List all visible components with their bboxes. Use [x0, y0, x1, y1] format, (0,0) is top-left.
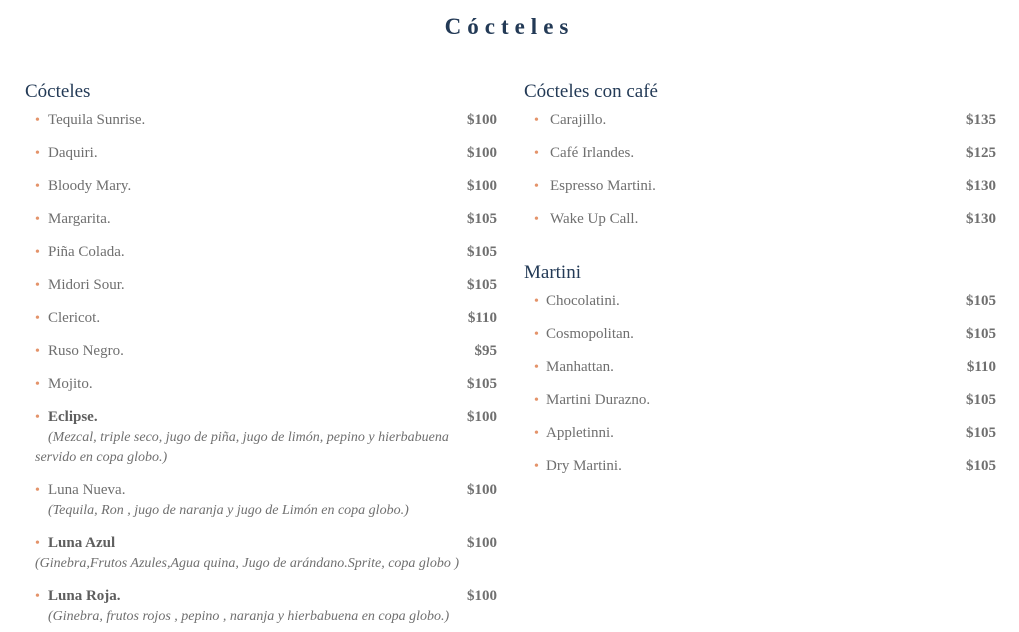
menu-item	[25, 341, 497, 362]
item-name: Ruso Negro.	[48, 343, 124, 359]
item-name: Carajillo.	[550, 112, 607, 128]
menu-item	[25, 480, 497, 521]
item-price: $100	[467, 409, 497, 425]
menu-item	[25, 407, 497, 468]
item-name: Chocolatini.	[546, 293, 620, 309]
item-name: Bloody Mary.	[48, 178, 132, 194]
item-price: $105	[966, 425, 996, 441]
bullet-dot-icon: •	[534, 326, 539, 342]
item-name: Mojito.	[48, 376, 93, 392]
menu-item	[25, 533, 497, 574]
item-name: Wake Up Call.	[550, 211, 639, 227]
menu-item	[25, 110, 497, 131]
item-price: $130	[966, 178, 996, 194]
section-title-martini: Martini	[524, 262, 581, 283]
bullet-dot-icon: •	[35, 376, 40, 392]
bullet-dot-icon: •	[35, 409, 40, 425]
item-name: Margarita.	[48, 211, 111, 227]
menu-item	[25, 275, 497, 296]
bullet-dot-icon: •	[534, 211, 539, 227]
menu-item	[524, 324, 996, 345]
item-price: $110	[966, 359, 996, 375]
bullet-dot-icon: •	[534, 359, 539, 375]
item-name: Luna Nueva.	[48, 482, 126, 498]
page-title: Cócteles	[444, 14, 575, 39]
bullet-dot-icon: •	[35, 535, 40, 551]
item-price: $100	[467, 482, 497, 498]
item-name: Daquiri.	[48, 145, 98, 161]
bullet-dot-icon: •	[534, 425, 539, 441]
bullet-dot-icon: •	[35, 277, 40, 293]
bullet-dot-icon: •	[35, 244, 40, 260]
item-price: $100	[467, 535, 497, 551]
cocktails-section	[25, 80, 497, 627]
bullet-dot-icon: •	[534, 178, 539, 194]
menu-item	[25, 374, 497, 395]
item-price: $105	[966, 293, 996, 309]
item-name: Appletinni.	[546, 425, 614, 441]
item-price: $105	[966, 392, 996, 408]
menu-item	[25, 242, 497, 263]
item-price: $105	[467, 277, 497, 293]
menu-item	[524, 291, 996, 312]
item-price: $110	[467, 310, 497, 326]
item-name: Luna Azul	[48, 535, 116, 551]
bullet-dot-icon: •	[35, 145, 40, 161]
bullet-dot-icon: •	[534, 145, 539, 161]
item-name: Espresso Martini.	[550, 178, 656, 194]
menu-item	[524, 143, 996, 164]
item-name: Cosmopolitan.	[546, 326, 634, 342]
menu-item	[25, 308, 497, 329]
menu-item	[524, 209, 996, 230]
bullet-dot-icon: •	[35, 178, 40, 194]
section-title-coffee: Cócteles con café	[524, 81, 658, 102]
bullet-dot-icon: •	[35, 310, 40, 326]
martini-section	[524, 261, 996, 477]
menu-item	[25, 586, 497, 627]
menu-item	[524, 110, 996, 131]
item-price: $100	[467, 145, 497, 161]
bullet-dot-icon: •	[35, 343, 40, 359]
item-name: Luna Roja.	[48, 588, 121, 604]
bullet-dot-icon: •	[534, 392, 539, 408]
coffee-cocktails-section	[524, 80, 996, 230]
menu-item	[524, 176, 996, 197]
item-price: $105	[467, 244, 497, 260]
section-title-cocktails: Cócteles	[25, 81, 91, 102]
item-name: Piña Colada.	[48, 244, 125, 260]
bullet-dot-icon: •	[534, 112, 539, 128]
menu-item	[524, 357, 996, 378]
item-price: $95	[474, 343, 497, 359]
item-price: $105	[966, 326, 996, 342]
bullet-dot-icon: •	[35, 482, 40, 498]
item-price: $100	[467, 588, 497, 604]
item-description: (Ginebra,Frutos Azules,Agua quina, Jugo de arándano.Sprite, copa globo )	[35, 556, 459, 571]
item-name: Café Irlandes.	[550, 145, 635, 161]
right-column	[524, 80, 996, 477]
item-name: Eclipse.	[48, 409, 98, 425]
item-name: Manhattan.	[546, 359, 614, 375]
item-price: $100	[467, 178, 497, 194]
item-price: $105	[467, 376, 497, 392]
item-price: $100	[467, 112, 497, 128]
item-description: (Ginebra, frutos rojos , pepino , naranja y hierbabuena en copa globo.)	[48, 609, 450, 624]
bullet-dot-icon: •	[534, 458, 539, 474]
bullet-dot-icon: •	[35, 112, 40, 128]
bullet-dot-icon: •	[35, 211, 40, 227]
item-price: $105	[966, 458, 996, 474]
item-name: Midori Sour.	[48, 277, 125, 293]
bullet-dot-icon: •	[35, 588, 40, 604]
menu-item	[524, 456, 996, 477]
item-name: Tequila Sunrise.	[48, 112, 146, 128]
menu-item	[25, 143, 497, 164]
bullet-dot-icon: •	[534, 293, 539, 309]
menu-item	[25, 209, 497, 230]
item-name: Dry Martini.	[546, 458, 622, 474]
item-name: Martini Durazno.	[546, 392, 651, 408]
menu-item	[524, 423, 996, 444]
cocktails-column	[25, 80, 497, 627]
item-name: Clericot.	[48, 310, 101, 326]
item-description: (Tequila, Ron , jugo de naranja y jugo de Limón en copa globo.)	[48, 503, 409, 518]
item-price: $105	[467, 211, 497, 227]
item-price: $135	[966, 112, 996, 128]
menu-item	[25, 176, 497, 197]
item-description: (Mezcal, triple seco, jugo de piña, jugo de limón, pepino y hierbabuena servido en copa globo.)	[35, 430, 449, 465]
item-price: $130	[966, 211, 996, 227]
item-price: $125	[966, 145, 996, 161]
menu-item	[524, 390, 996, 411]
